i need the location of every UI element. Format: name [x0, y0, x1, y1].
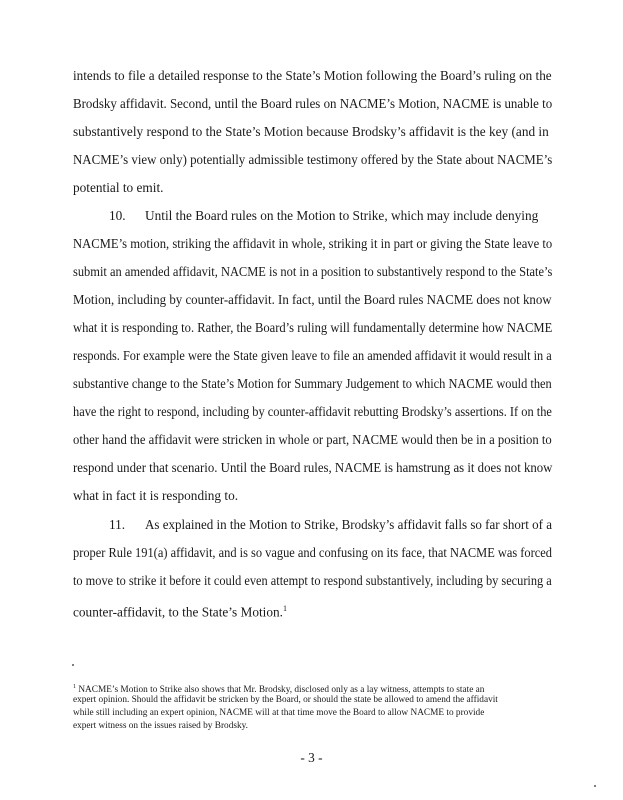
footnote-line-2: expert opinion. Should the affidavit be stricken by the Board, or should the state be allowed to amend the affidavit [73, 695, 498, 705]
para11-line-1: As explained in the Motion to Strike, Brodsky’s affidavit falls so far short of a [145, 517, 552, 532]
footnote-line-1-text: NACME’s Motion to Strike also shows that Mr. Brodsky, disclosed only as a lay witness, attempts to state an [78, 685, 485, 696]
para10-line-8: have the right to respond, including by counter-affidavit rebutting Brodsky’s assertions. If on the [73, 404, 552, 419]
para11-number: 11. [109, 517, 126, 532]
footnote-line-3: while still including an expert opinion, NACME will at that time move the Board to allow NACME to provide [73, 708, 485, 718]
para10-line-10: respond under that scenario. Until the Board rules, NACME is hamstrung as it does not know [73, 460, 553, 475]
footnote-separator-dot [72, 664, 74, 666]
para10-line-9: other hand the affidavit were stricken in whole or part, NACME would then be in a position to [73, 432, 552, 447]
para11-line-2: proper Rule 191(a) affidavit, and is so vague and confusing on its face, that NACME was forced [73, 545, 553, 560]
para10-number: 10. [109, 208, 126, 223]
footnote-line-1 [73, 682, 484, 696]
para11-line-3: to move to strike it before it could even attempt to respond substantively, including by securing a [73, 573, 552, 588]
page-number: - 3 - [300, 750, 323, 765]
para10-line-4: Motion, including by counter-affidavit. In fact, until the Board rules NACME does not know [73, 292, 552, 307]
para10-line-7: substantive change to the State’s Motion for Summary Judgement to which NACME would then [73, 376, 552, 391]
para10-line-11: what in fact it is responding to. [73, 488, 239, 503]
para10-line-2: NACME’s motion, striking the affidavit in whole, striking it in part or giving the State leave to [73, 236, 553, 251]
para-cont-line-3: substantively respond to the State’s Motion because Brodsky’s affidavit is the key (and in [73, 124, 549, 139]
para-cont-line-1: intends to file a detailed response to the State’s Motion following the Board’s ruling on the [73, 68, 552, 83]
footnote-marker: 1 [73, 684, 76, 690]
scan-speck [594, 785, 596, 787]
para10-line-3: submit an amended affidavit, NACME is not in a position to substantively respond to the State’s [73, 264, 553, 279]
para10-line-6: responds. For example were the State given leave to file an amended affidavit it would result in a [73, 348, 552, 363]
para10-line-1: Until the Board rules on the Motion to Strike, which may include denying [145, 208, 539, 223]
para11-line-4-text: counter-affidavit, to the State’s Motion. [73, 604, 283, 620]
para-cont-line-5: potential to emit. [73, 180, 164, 195]
para10-line-5: what it is responding to. Rather, the Board’s ruling will fundamentally determine how NACME [73, 320, 553, 335]
footnote-reference: 1 [282, 604, 287, 613]
footnote-line-4: expert witness on the issues raised by Brodsky. [73, 721, 248, 731]
para-cont-line-4: NACME’s view only) potentially admissible testimony offered by the State about NACME’s [73, 152, 553, 167]
para-cont-line-2: Brodsky affidavit. Second, until the Board rules on NACME’s Motion, NACME is unable to [73, 96, 553, 111]
para11-line-4 [73, 601, 287, 620]
